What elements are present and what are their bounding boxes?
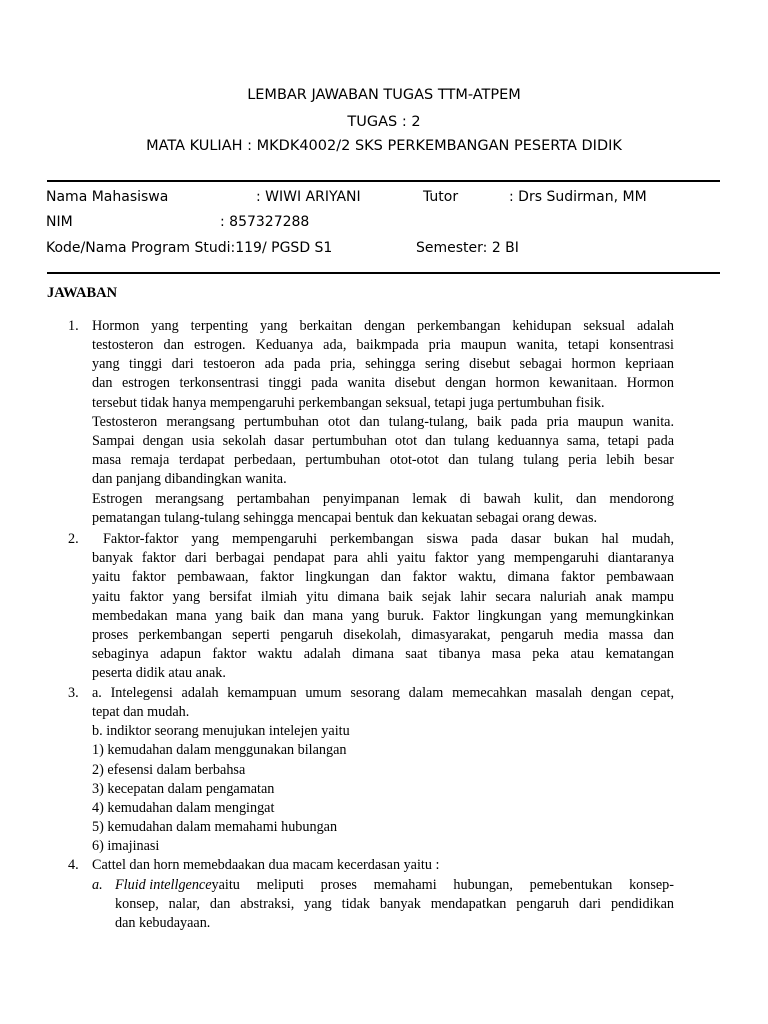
item-2-line: yaitu faktor yang bersifat ilmiah yitu dimana baik sejak lahir secara naluriah anak mampu [92, 589, 674, 605]
item-1-line: Hormon yang terpenting yang berkaitan dengan perkembangan kehidupan seksual adalah [92, 318, 674, 334]
item-3-line: tepat dan mudah. [92, 704, 190, 720]
item-2-line: sebaginya adapun faktor waktu adalah dimana saat tibanya masa peka atau kematangan [92, 646, 674, 662]
sub-item-first-line [115, 876, 674, 895]
tutor-value: : Drs Sudirman, MM [509, 189, 647, 205]
item-1-line: testosteron dan estrogen. Keduanya ada, baikmpada pria maupun wanita, tetapi konsentrasi [92, 337, 674, 353]
divider-top [47, 180, 720, 182]
item-4-line: Cattel dan horn memebdaakan dua macam kecerdasan yaitu : [92, 857, 440, 873]
item-3-line: 5) kemudahan dalam memahami hubungan [92, 819, 338, 835]
item-2-line: peserta didik atau anak. [92, 665, 226, 681]
header-title: LEMBAR JAWABAN TUGAS TTM-ATPEM [247, 87, 521, 103]
sub-item-line: dan kebudayaan. [115, 915, 211, 931]
item-number: 4. [68, 857, 79, 873]
item-2-line: yaitu faktor pembawaan, faktor lingkungan dan faktor waktu, dimana faktor pembawaan [92, 569, 674, 585]
sub-item-line: konsep, nalar, dan abstraksi, yang tidak banyak mendapatkan pengaruh dari pendidikan [115, 896, 674, 912]
item-3-line: 1) kemudahan dalam menggunakan bilangan [92, 742, 347, 758]
nim-value: : 857327288 [220, 214, 310, 230]
item-1-line: Testosteron merangsang pertumbuhan otot dan tulang-tulang, baik pada pria maupun wanita. [92, 414, 674, 430]
item-3-line: 6) imajinasi [92, 838, 160, 854]
section-title: JAWABAN [47, 285, 118, 301]
nim-label: NIM [46, 214, 73, 230]
item-1-line: masa remaja terdapat perbedaan, pertumbuhan otot-otot dan tulang tulang peria lebih besar [92, 452, 674, 468]
item-1-line: Sampai dengan usia sekolah dasar pertumbuhan otot dan tulang keduannya sama, tetapi pada [92, 433, 674, 449]
item-1-line: dan panjang dibandingkan wanita. [92, 471, 287, 487]
item-1-line: Estrogen merangsang pertambahan penyimpanan lemak di bawah kulit, dan mendorong [92, 491, 674, 507]
item-number: 2. [68, 531, 79, 547]
item-3-line: 4) kemudahan dalam mengingat [92, 800, 275, 816]
item-2-line: Faktor-faktor yang mempengaruhi perkembangan siswa pada dasar bukan hal mudah, [103, 531, 674, 547]
item-2-line: banyak faktor dari berbagai pendapat para ahli yaitu faktor yang mempengaruhi diantaranya [92, 550, 674, 566]
item-3-line: 3) kecepatan dalam pengamatan [92, 781, 275, 797]
item-3-line: b. indiktor seorang menujukan intelejen yaitu [92, 723, 350, 739]
nama-value: : WIWI ARIYANI [256, 189, 361, 205]
item-2-line: membedakan mana yang baik dan mana yang buruk. Faktor lingkungan yang memungkinkan [92, 608, 674, 624]
item-1-line: pematangan tulang-tulang sehingga mencapai bentuk dan kekuatan sebagai orang dewas. [92, 510, 598, 526]
item-1-line: dan estrogen terkonsentrasi tinggi pada wanita disebut dengan hormon kewanitaan. Hormon [92, 375, 674, 391]
header-course: MATA KULIAH : MKDK4002/2 SKS PERKEMBANGAN PESERTA DIDIK [146, 138, 622, 154]
item-3-line: a. Intelegensi adalah kemampuan umum sesorang dalam memecahkan masalah dengan cepat, [92, 685, 674, 701]
item-2-line: proses perkembangan seperti pengaruh disekolah, dimasyarakat, pengaruh media massa dan [92, 627, 674, 643]
item-number: 1. [68, 318, 79, 334]
sub-item-first-rest: yaitu meliputi proses memahami hubungan, pemebentukan konsep- [211, 877, 674, 893]
sub-item-letter: a. [92, 877, 103, 893]
divider-bottom [47, 272, 720, 274]
tutor-label: Tutor [423, 189, 459, 205]
item-1-line: yang tinggi dari testoeron ada pada pria, sehingga sering disebut sebagai hormon kepriaan [92, 356, 674, 372]
item-1-line: tersebut tidak hanya mempengaruhi perkembangan seksual, tetapi juga pertumbuhan fisik. [92, 395, 605, 411]
item-number: 3. [68, 685, 79, 701]
sub-item-term: Fluid intellgence [115, 877, 212, 893]
header-assignment: TUGAS : 2 [347, 114, 421, 130]
nama-label: Nama Mahasiswa [46, 189, 169, 205]
semester-text: Semester: 2 BI [416, 240, 519, 256]
item-3-line: 2) efesensi dalam berbahsa [92, 762, 246, 778]
prodi-text: Kode/Nama Program Studi:119/ PGSD S1 [46, 240, 333, 256]
